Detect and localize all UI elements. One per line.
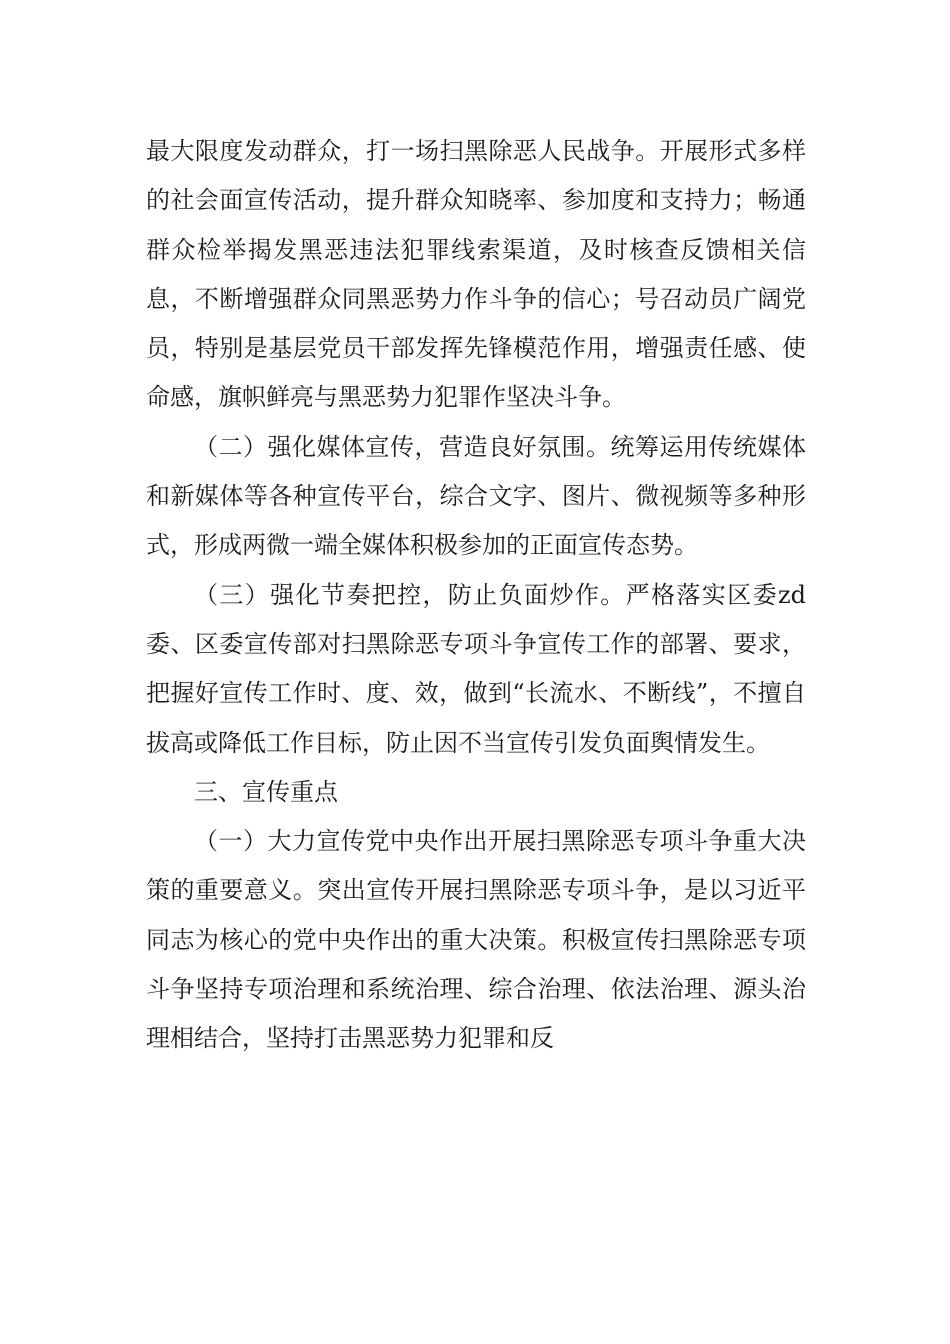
- section-heading-publicity-focus: 三、宣传重点: [194, 777, 338, 806]
- paragraph-media-publicity: （二）强化媒体宣传，营造良好氛围。统筹运用传统媒体和新媒体等各种宣传平台，综合文字、图片、微视频等多种形式，形成两微一端全媒体积极参加的正面宣传态势。: [146, 432, 806, 560]
- paragraph-rhythm-control: （三）强化节奏把控，防止负面炒作。严格落实区委zd委、区委宣传部对扫黑除恶专项斗争宣传工作的部署、要求，把握好宣传工作时、度、效，做到“长流水、不断线”，不擅自拔高或降低工作目标，防止因不当宣传引发负面舆情发生。: [146, 580, 806, 757]
- document-body: [146, 127, 806, 1064]
- paragraph-mobilize-masses: 最大限度发动群众，打一场扫黑除恶人民战争。开展形式多样的社会面宣传活动，提升群众知晓率、参加度和支持力；畅通群众检举揭发黑恶违法犯罪线索渠道，及时核查反馈相关信息，不断增强群众同黑恶势力作斗争的信心；号召动员广阔党员，特别是基层党员干部发挥先锋模范作用，增强责任感、使命感，旗帜鲜亮与黑恶势力犯罪作坚决斗争。: [146, 137, 806, 412]
- paragraph-central-decision: （一）大力宣传党中央作出开展扫黑除恶专项斗争重大决策的重要意义。突出宣传开展扫黑除恶专项斗争，是以习近平同志为核心的党中央作出的重大决策。积极宣传扫黑除恶专项斗争坚持专项治理和系统治理、综合治理、依法治理、源头治理相结合，坚持打击黑恶势力犯罪和反: [146, 827, 806, 1053]
